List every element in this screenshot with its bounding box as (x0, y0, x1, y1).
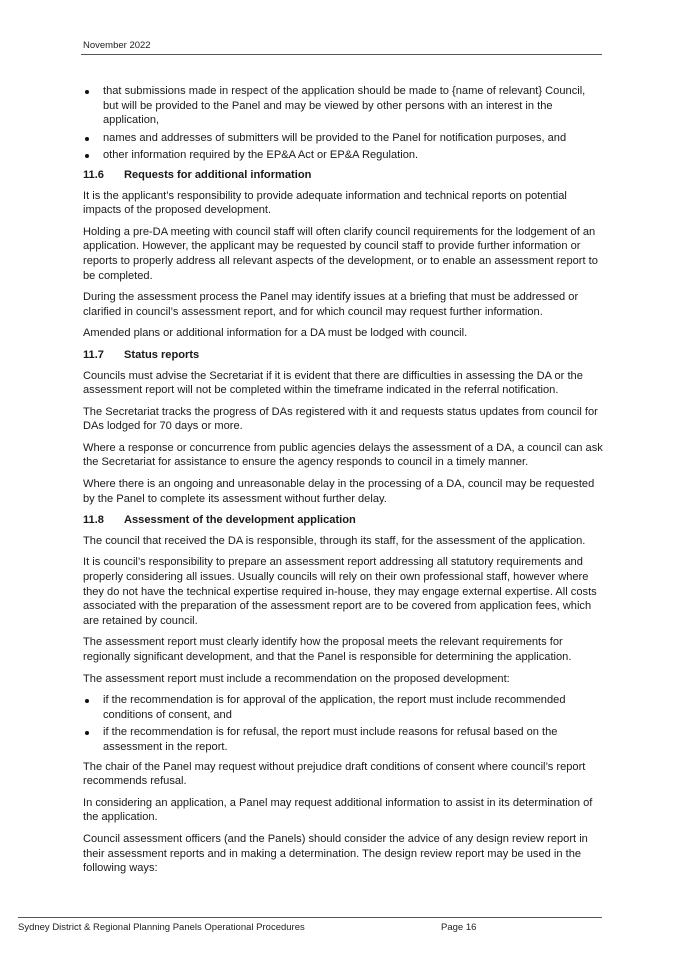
intro-bullet-list (83, 84, 603, 163)
paragraph: Councils must advise the Secretariat if it is evident that there are difficulties in assessing the DA or the assessment report will not be completed within the timeframe indicated in the referral notification. (83, 369, 583, 397)
paragraph: During the assessment process the Panel may identify issues at a briefing that must be addressed or clarified in council’s assessment report, and for which council may request further information. (83, 291, 579, 318)
paragraph: Holding a pre-DA meeting with council staff will often clarify council requirements for the lodgement of an application. However, the applicant may be requested by council staff to provide further information or reports to properly address all relevant aspects of the development, or to enable an assessment report to be completed. (83, 225, 598, 282)
section-heading-11-8 (83, 513, 603, 528)
paragraph: Council assessment officers (and the Panels) should consider the advice of any design review report in their assessment reports and in making a determination. The design review report may be used in the following ways: (83, 832, 588, 875)
paragraph: The chair of the Panel may request without prejudice draft conditions of consent where council’s report recommends refusal. (83, 760, 586, 788)
list-item: other information required by the EP&A Act or EP&A Regulation. (83, 148, 603, 163)
paragraph: Where a response or concurrence from public agencies delays the assessment of a DA, a council can ask the Secretariat for assistance to ensure the agency responds to council in a timely manner. (83, 441, 603, 469)
recommendation-bullet-list (83, 693, 603, 754)
section-number: 11.8 (83, 514, 104, 527)
section-title: Requests for additional information (124, 168, 312, 181)
paragraph: The Secretariat tracks the progress of DAs registered with it and requests status updates from council for DAs lodged for 70 days or more. (83, 405, 598, 433)
section-title: Assessment of the development application (124, 514, 356, 527)
paragraph: The assessment report must clearly identify how the proposal meets the relevant requirements for regionally significant development, and that the Panel is responsible for determining the application. (83, 636, 572, 663)
paragraph: Where there is an ongoing and unreasonable delay in the processing of a DA, council may be requested by the Panel to complete its assessment without further delay. (83, 478, 595, 505)
list-item: if the recommendation is for approval of the application, the report must include recommended conditions of consent, and (83, 693, 603, 722)
paragraph: The assessment report must include a recommendation on the proposed development: (83, 672, 510, 685)
section-number: 11.7 (83, 348, 104, 361)
footer-divider (18, 917, 602, 918)
paragraph: Amended plans or additional information for a DA must be lodged with council. (83, 327, 468, 340)
footer-document-title: Sydney District & Regional Planning Panels Operational Procedures (18, 922, 305, 933)
section-title: Status reports (124, 348, 200, 361)
document-body (83, 84, 603, 883)
paragraph: It is council’s responsibility to prepare an assessment report addressing all statutory requirements and properly considering all issues. Usually councils will rely on their own professional staff, however where they do not have the technical expertise required in-house, they may engage external expertise. All costs associated with the preparation of the assessment report are to be covered from application fees, which are retained by council. (83, 556, 597, 627)
section-heading-11-6 (83, 168, 603, 183)
list-item: if the recommendation is for refusal, the report must include reasons for refusal based on the assessment in the report. (83, 725, 603, 754)
list-item: names and addresses of submitters will be provided to the Panel for notification purposes, and (83, 131, 603, 146)
list-item: that submissions made in respect of the application should be made to {name of relevant} Council, but will be provided to the Panel and may be viewed by other persons with an interest in the application, (83, 84, 603, 128)
paragraph: In considering an application, a Panel may request additional information to assist in its determination of the application. (83, 796, 593, 824)
section-number: 11.6 (83, 168, 104, 181)
paragraph: The council that received the DA is responsible, through its staff, for the assessment of the application. (83, 534, 586, 547)
header-date: November 2022 (83, 40, 151, 51)
header-divider (81, 54, 602, 55)
page-number: Page 16 (441, 922, 477, 933)
paragraph: It is the applicant’s responsibility to provide adequate information and technical reports on potential impacts of the proposed development. (83, 189, 567, 217)
section-heading-11-7 (83, 348, 603, 363)
